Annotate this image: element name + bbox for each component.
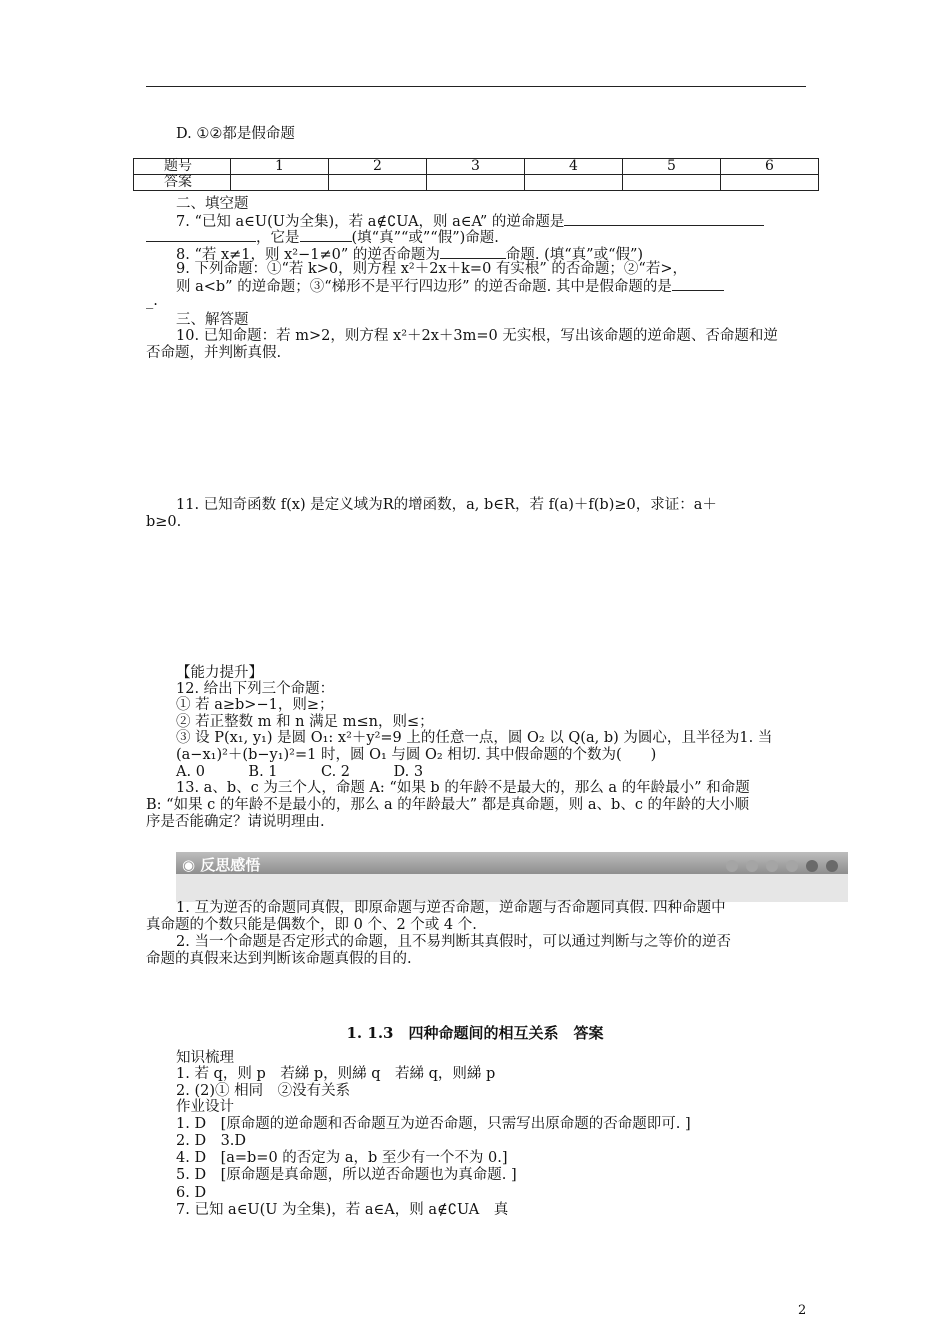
answer-cell [427, 175, 525, 191]
table-header-number: 题号 [134, 159, 231, 175]
question-10-line1: 10. 已知命题：若 m>2，则方程 x²＋2x＋3m=0 无实根，写出该命题的逆命题、否命题和逆 [176, 328, 778, 344]
question-11-line1: 11. 已知奇函数 f(x) 是定义域为R的增函数，a, b∈R，若 f(a)＋f(b)≥0，求证：a＋ [176, 497, 717, 513]
q8-text-2: 命题. (填“真”或“假”) [505, 247, 644, 263]
section-answer: 三、解答题 [176, 312, 249, 328]
answer-blank [300, 227, 352, 242]
q9-text: 则 a<b” 的逆命题；③“梯形不是平行四边形” 的逆否命题. 其中是假命题的是 [176, 279, 672, 295]
table-row [134, 175, 819, 191]
reflection-1-line1: 1. 互为逆否的命题同真假，即原命题与逆否命题，逆命题与否命题同真假. 四种命题中 [176, 900, 726, 916]
knowledge-2: 2. (2)① 相同 ②没有关系 [176, 1083, 351, 1099]
q7-text-3: (填“真”“或”“假”)命题. [351, 230, 499, 246]
answer-cell [623, 175, 721, 191]
answer-cell [525, 175, 623, 191]
knowledge-1: 1. 若 q，则 p 若綈 p，则綈 q 若綈 q，则綈 p [176, 1066, 496, 1082]
question-13-line2: B: “如果 c 的年龄不是最小的，那么 a 的年龄最大” 都是真命题，则 a、b、c 的年龄的大小顺 [146, 797, 750, 813]
ability-heading: 【能力提升】 [176, 665, 263, 681]
page-number: 2 [798, 1303, 807, 1318]
answer-2-3: 2. D 3.D [176, 1133, 247, 1149]
question-12-item1: ① 若 a≥b>−1，则≥； [176, 697, 334, 713]
answer-6: 6. D [176, 1185, 207, 1201]
section-fill-blank: 二、填空题 [176, 196, 249, 212]
answer-1: 1. D [原命题的逆命题和否命题互为逆否命题，只需写出原命题的否命题即可. ] [176, 1116, 691, 1132]
knowledge-title: 知识梳理 [176, 1050, 234, 1066]
table-cell: 4 [525, 159, 623, 175]
question-9-line3: _. [146, 293, 158, 309]
answer-table [133, 158, 819, 191]
answer-cell [329, 175, 427, 191]
question-12-item3-line1: ③ 设 P(x₁, y₁) 是圆 O₁: x²＋y²=9 上的任意一点，圆 O₂ 以 Q(a, b) 为圆心，且半径为1. 当 [176, 730, 773, 746]
reflection-1-line2: 真命题的个数只能是偶数个，即 0 个、2 个或 4 个. [146, 917, 477, 933]
table-header-answer: 答案 [134, 175, 231, 191]
option-d: D. ①②都是假命题 [176, 126, 295, 142]
q8-text: 8. “若 x≠1，则 x²−1≠0” 的逆否命题为 [176, 247, 440, 263]
header-rule [146, 86, 806, 87]
reflection-2-line2: 命题的真假来达到判断该命题真假的目的. [146, 951, 412, 967]
homework-title: 作业设计 [176, 1099, 234, 1115]
answer-4: 4. D [a=b=0 的否定为 a，b 至少有一个不为 0.] [176, 1150, 508, 1166]
table-cell: 2 [329, 159, 427, 175]
table-cell: 3 [427, 159, 525, 175]
question-12-item3-line2: (a−x₁)²＋(b−y₁)²=1 时，圆 O₁ 与圆 O₂ 相切. 其中假命题的个数为( ) [176, 747, 657, 763]
question-10-line2: 否命题，并判断真假. [146, 345, 282, 361]
question-12-item2: ② 若正整数 m 和 n 满足 m≤n，则≤； [176, 714, 434, 730]
answer-7: 7. 已知 a∈U(U 为全集)，若 a∈A，则 a∉∁UA 真 [176, 1202, 509, 1218]
answer-5: 5. D [原命题是真命题，所以逆否命题也为真命题. ] [176, 1167, 517, 1183]
reflection-2-line1: 2. 当一个命题是否定形式的命题，且不易判断其真假时，可以通过判断与之等价的逆否 [176, 934, 731, 950]
question-13-line3: 序是否能确定？请说明理由. [146, 814, 325, 830]
question-13-line1: 13. a、b、c 为三个人，命题 A: “如果 b 的年龄不是最大的，那么 a 的年龄最小” 和命题 [176, 780, 750, 796]
reflection-title: ◉ 反思感悟 [182, 856, 261, 874]
table-cell: 1 [231, 159, 329, 175]
table-cell: 6 [721, 159, 819, 175]
question-9-line2 [176, 276, 724, 296]
reflection-banner [176, 852, 848, 874]
answer-blank [564, 211, 764, 226]
question-12-options: A. 0 B. 1 C. 2 D. 3 [176, 764, 424, 780]
table-cell: 5 [623, 159, 721, 175]
question-9-line1: 9. 下列命题：①“若 k>0，则方程 x²＋2x＋k=0 有实根” 的否命题；②“若>， [176, 261, 687, 277]
answer-cell [231, 175, 329, 191]
answer-blank [440, 244, 506, 259]
question-11-line2: b≥0. [146, 514, 182, 530]
table-row [134, 159, 819, 175]
answer-section-title: 1. 1.3 四种命题间的相互关系 答案 [346, 1024, 604, 1042]
question-12: 12. 给出下列三个命题： [176, 681, 335, 697]
q7-text: 7. “已知 a∈U(U为全集)，若 a∉∁UA，则 a∈A” 的逆命题是 [176, 214, 565, 230]
q7-text-2: ，它是 [256, 230, 300, 246]
answer-cell [721, 175, 819, 191]
answer-blank [672, 276, 724, 291]
reflection-box [176, 874, 848, 902]
answer-blank [146, 227, 256, 242]
